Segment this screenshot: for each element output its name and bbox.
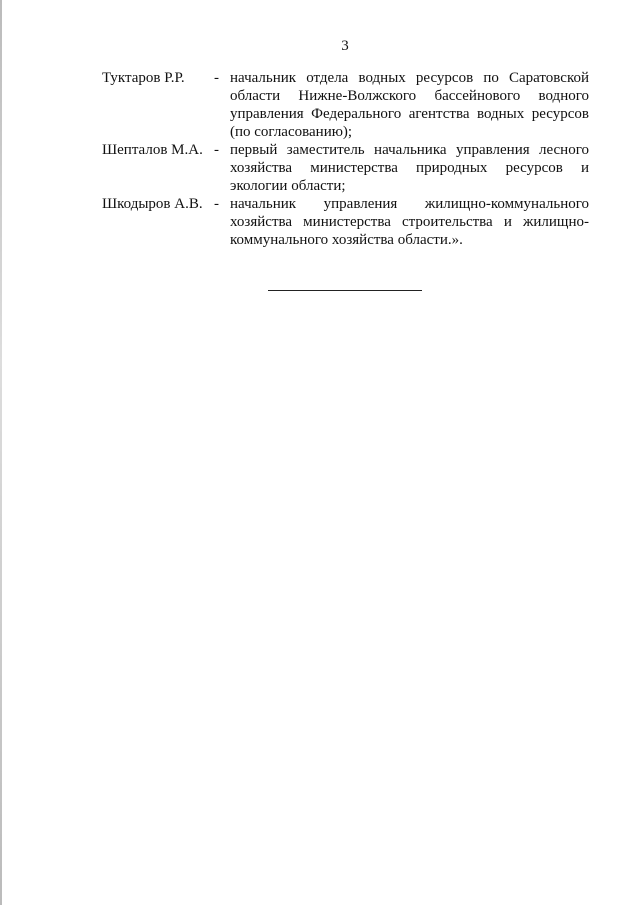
- member-name: Шкодыров А.В.: [102, 196, 203, 212]
- closing-rule: [268, 290, 422, 291]
- page-number: 3: [341, 38, 349, 54]
- member-entry: [102, 69, 589, 141]
- member-position: первый заместитель начальника управления лесного хозяйства министерства природных ресурсов и экологии области;: [230, 142, 589, 194]
- member-dash: -: [214, 70, 219, 86]
- member-dash: -: [214, 142, 219, 158]
- member-entry: [102, 141, 589, 195]
- member-dash: -: [214, 196, 219, 212]
- member-list: [102, 69, 589, 249]
- page-edge-shadow: [0, 0, 2, 905]
- member-position: начальник отдела водных ресурсов по Саратовской области Нижне-Волжского бассейнового водного управления Федерального агентства водных ресурсов (по согласованию);: [230, 70, 589, 140]
- member-name: Туктаров Р.Р.: [102, 70, 185, 86]
- member-entry: [102, 195, 589, 249]
- member-position: начальник управления жилищно-коммунального хозяйства министерства строительства и жилищно-коммунального хозяйства области.».: [230, 196, 589, 248]
- member-name: Шепталов М.А.: [102, 142, 203, 158]
